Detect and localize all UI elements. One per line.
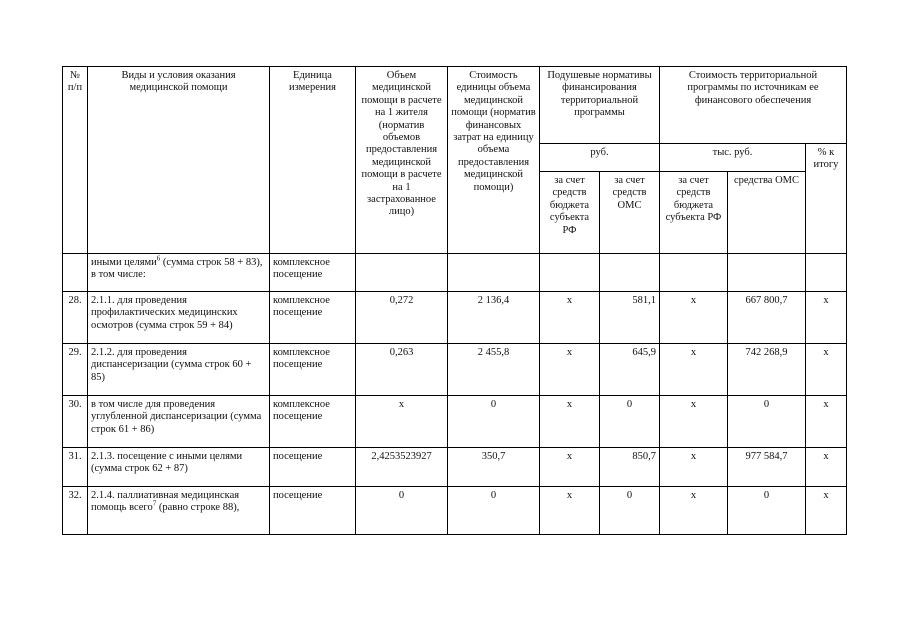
header-rub-budget: за счет средств бюджета субъекта РФ bbox=[540, 172, 600, 254]
row-name: 2.1.4. паллиативная медицинская помощь всего$^7$ (равно строке 88), bbox=[88, 487, 270, 535]
row-number: 28. bbox=[63, 292, 88, 344]
table-row bbox=[63, 254, 847, 292]
row-unit-cost: 0 bbox=[448, 487, 540, 535]
row-volume: х bbox=[356, 396, 448, 448]
row-thousand-rub-oms: 0 bbox=[728, 396, 806, 448]
header-percent-total: % к итогу bbox=[806, 144, 847, 254]
row-name: 2.1.2. для проведения диспансеризации (сумма строк 60 + 85) bbox=[88, 344, 270, 396]
row-percent: х bbox=[806, 292, 847, 344]
row-thousand-rub-oms bbox=[728, 254, 806, 292]
row-thousand-rub-oms: 742 268,9 bbox=[728, 344, 806, 396]
row-volume: 0,263 bbox=[356, 344, 448, 396]
row-thousand-rub-budget bbox=[660, 254, 728, 292]
row-name: 2.1.1. для проведения профилактических медицинских осмотров (сумма строк 59 + 84) bbox=[88, 292, 270, 344]
row-unit-cost: 350,7 bbox=[448, 448, 540, 487]
header-unit-cost: Стоимость единицы объема медицинской помощи (норматив финансовых затрат на единицу объема предоставления медицинской помощи) bbox=[448, 67, 540, 254]
row-percent: х bbox=[806, 487, 847, 535]
row-rub-budget: х bbox=[540, 292, 600, 344]
row-name: иными целями$^6$ (сумма строк 58 + 83), в том числе: bbox=[88, 254, 270, 292]
row-number: 29. bbox=[63, 344, 88, 396]
table-row bbox=[63, 448, 847, 487]
row-thousand-rub-budget: х bbox=[660, 396, 728, 448]
row-unit: комплексное посещение bbox=[270, 292, 356, 344]
row-thousand-rub-oms: 977 584,7 bbox=[728, 448, 806, 487]
row-percent: х bbox=[806, 396, 847, 448]
row-name: 2.1.3. посещение с иными целями (сумма строк 62 + 87) bbox=[88, 448, 270, 487]
row-percent: х bbox=[806, 344, 847, 396]
row-rub-budget: х bbox=[540, 344, 600, 396]
row-volume: 0 bbox=[356, 487, 448, 535]
row-rub-oms: 645,9 bbox=[600, 344, 660, 396]
row-thousand-rub-budget: х bbox=[660, 344, 728, 396]
header-row-number: № п/п bbox=[63, 67, 88, 254]
table-row bbox=[63, 292, 847, 344]
row-percent: х bbox=[806, 448, 847, 487]
row-rub-budget bbox=[540, 254, 600, 292]
row-rub-oms: 850,7 bbox=[600, 448, 660, 487]
row-unit: комплексное посещение bbox=[270, 396, 356, 448]
table-row bbox=[63, 396, 847, 448]
row-volume: 0,272 bbox=[356, 292, 448, 344]
row-thousand-rub-budget: х bbox=[660, 292, 728, 344]
header-volume: Объем медицинской помощи в расчете на 1 жителя (норматив объемов предоставления медицинской помощи в расчете на 1 застрахованное лицо) bbox=[356, 67, 448, 254]
table-row bbox=[63, 344, 847, 396]
header-rub-oms: за счет средств ОМС bbox=[600, 172, 660, 254]
header-thousand-rub: тыс. руб. bbox=[660, 144, 806, 172]
row-unit-cost: 2 136,4 bbox=[448, 292, 540, 344]
row-unit: посещение bbox=[270, 448, 356, 487]
row-unit: комплексное посещение bbox=[270, 344, 356, 396]
row-unit-cost: 2 455,8 bbox=[448, 344, 540, 396]
row-number: 31. bbox=[63, 448, 88, 487]
row-percent bbox=[806, 254, 847, 292]
row-rub-oms: 581,1 bbox=[600, 292, 660, 344]
row-unit: комплексное посещение bbox=[270, 254, 356, 292]
row-number bbox=[63, 254, 88, 292]
row-thousand-rub-budget: х bbox=[660, 448, 728, 487]
header-thousand-rub-budget: за счет средств бюджета субъекта РФ bbox=[660, 172, 728, 254]
header-per-capita: Подушевые нормативы финансирования территориальной программы bbox=[540, 67, 660, 144]
row-number: 30. bbox=[63, 396, 88, 448]
header-rub: руб. bbox=[540, 144, 660, 172]
row-rub-oms: 0 bbox=[600, 396, 660, 448]
row-unit: посещение bbox=[270, 487, 356, 535]
row-rub-oms bbox=[600, 254, 660, 292]
row-thousand-rub-oms: 0 bbox=[728, 487, 806, 535]
row-thousand-rub-oms: 667 800,7 bbox=[728, 292, 806, 344]
header-care-types: Виды и условия оказания медицинской помощи bbox=[88, 67, 270, 254]
row-thousand-rub-budget: х bbox=[660, 487, 728, 535]
row-rub-budget: х bbox=[540, 448, 600, 487]
header-thousand-rub-oms: средства ОМС bbox=[728, 172, 806, 254]
row-rub-oms: 0 bbox=[600, 487, 660, 535]
row-rub-budget: х bbox=[540, 487, 600, 535]
row-number: 32. bbox=[63, 487, 88, 535]
header-territorial-cost: Стоимость территориальной программы по источникам ее финансового обеспечения bbox=[660, 67, 847, 144]
row-name: в том числе для проведения углубленной диспансеризации (сумма строк 61 + 86) bbox=[88, 396, 270, 448]
header-unit: Единица измерения bbox=[270, 67, 356, 254]
row-unit-cost bbox=[448, 254, 540, 292]
row-volume: 2,4253523927 bbox=[356, 448, 448, 487]
row-volume bbox=[356, 254, 448, 292]
row-unit-cost: 0 bbox=[448, 396, 540, 448]
financing-table bbox=[62, 66, 847, 535]
row-rub-budget: х bbox=[540, 396, 600, 448]
table-row bbox=[63, 487, 847, 535]
